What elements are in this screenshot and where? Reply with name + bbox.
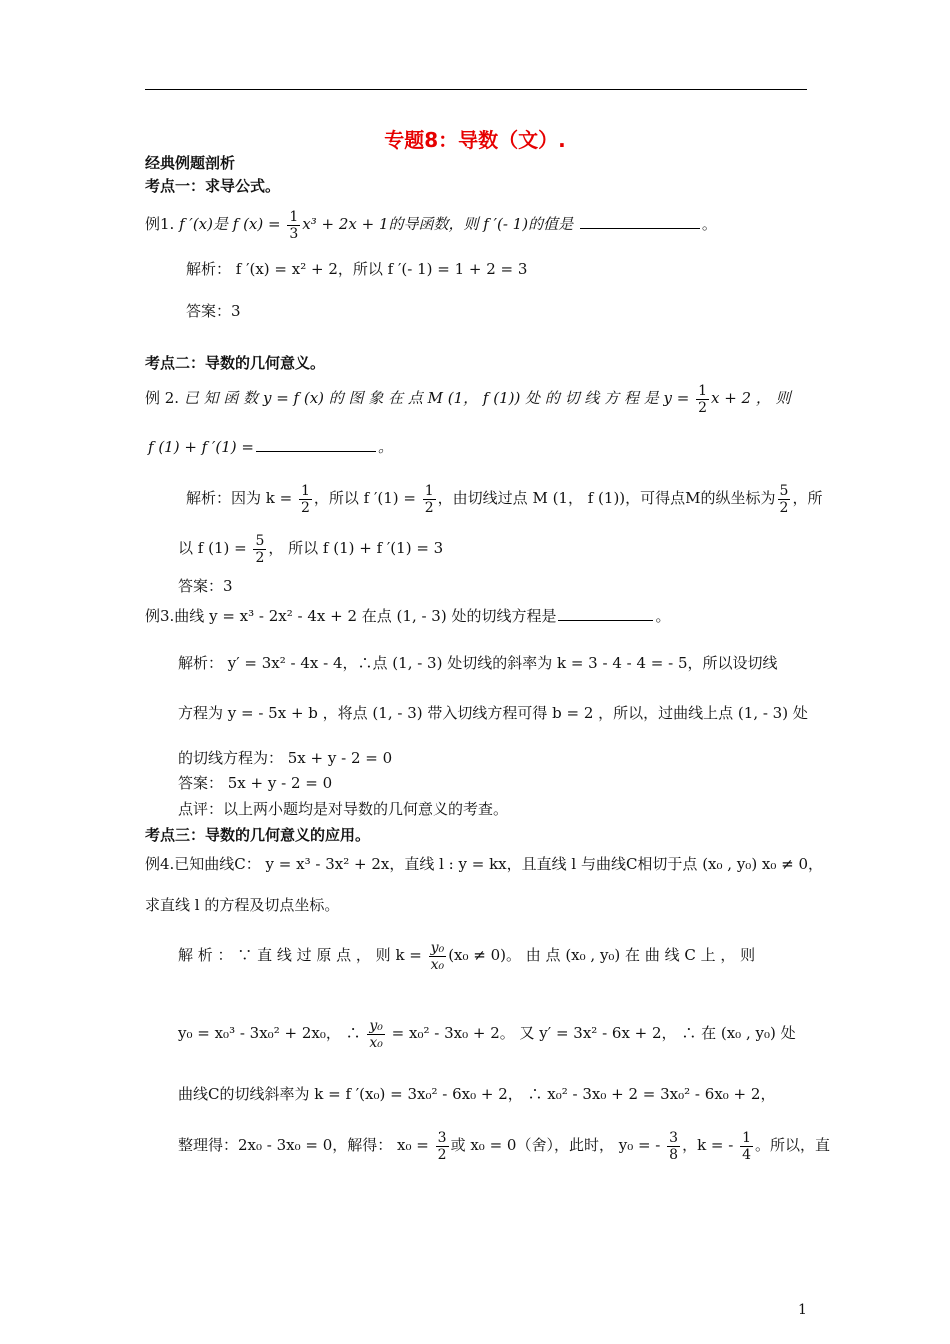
example-3-solution-line-1: 解析： y′ = 3x² - 4x - 4，∴点 (1, - 3) 处切线的斜率为 k = 3 - 4 - 4 = - 5，所以设切线 xyxy=(178,654,778,672)
fraction: $\frac{3}{8}$ xyxy=(669,1129,679,1163)
example-2-answer: 答案：3 xyxy=(178,577,233,595)
fraction: $\frac{1}{4}$ xyxy=(742,1129,752,1163)
fraction: $\frac{1}{2}$ xyxy=(300,482,310,516)
example-3-comment: 点评：以上两小题均是对导数的几何意义的考查。 xyxy=(178,800,509,818)
example-3-question: 例3.曲线 y = x³ - 2x² - 4x + 2 在点 (1, - 3) 处的切线方程是 。 xyxy=(145,607,671,625)
fraction: $\frac{\text{y₀}}{\text{x₀}}$ xyxy=(430,939,445,973)
page-number: 1 xyxy=(798,1302,807,1318)
header-rule xyxy=(145,89,807,90)
example-3-solution-line-2: 方程为 y = - 5x + b ，将点 (1, - 3) 带入切线方程可得 b = 2 ，所以，过曲线上点 (1, - 3) 处 xyxy=(178,704,808,722)
fraction: $\frac{1}{3}$ xyxy=(289,208,299,242)
example-2-solution-line-2: 以 f (1) = $\frac{5}{2}$ ， 所以 f (1) + f ′(1) = 3 xyxy=(178,532,444,566)
fraction: $\frac{5}{2}$ xyxy=(779,482,789,516)
answer-blank xyxy=(256,437,376,452)
answer-blank xyxy=(558,606,653,621)
example-4-solution-line-3: 曲线C的切线斜率为 k = f ′(x₀) = 3x₀² - 6x₀ + 2， ∴ x₀² - 3x₀ + 2 = 3x₀² - 6x₀ + 2， xyxy=(178,1085,776,1103)
example-2-question: 例 2. 已 知 函 数 y = f (x) 的 图 象 在 点 M (1， f (1)) 处 的 切 线 方 程 是 y = $\frac{1}{2}$ x + 2 ， 则 xyxy=(145,382,791,416)
example-4-solution-line-2: y₀ = x₀³ - 3x₀² + 2x₀， ∴ $\frac{\text{y₀}}{\text{x₀}}$ = x₀² - 3x₀ + 2。 又 y′ = 3x² - 6x + 2， ∴ 在 (x₀ , y₀) 处 xyxy=(178,1017,796,1051)
section-heading: 经典例题剖析 xyxy=(145,154,236,172)
example-1-question: 例1. f ′(x)是 f (x) = $\frac{1}{3}$ x³ + 2x + 1的导函数，则 f ′(- 1)的值是 。 xyxy=(145,208,717,242)
example-1-label: 例1. xyxy=(145,215,175,233)
example-2-question-cont: f (1) + f ′(1) = 。 xyxy=(148,438,393,456)
topic-1-heading: 考点一：求导公式。 xyxy=(145,177,281,195)
topic-3-heading: 考点三：导数的几何意义的应用。 xyxy=(145,826,371,844)
fraction: $\frac{\text{y₀}}{\text{x₀}}$ xyxy=(369,1017,383,1051)
example-4-solution-line-4: 整理得：2x₀ - 3x₀ = 0，解得： x₀ = $\frac{3}{2}$ 或 x₀ = 0（舍），此时， y₀ = - $\frac{3}{8}$ ，k = - $\frac{1}{4}$ 。所以，直 xyxy=(178,1129,831,1163)
example-1-text-a: f ′(x)是 f (x) = xyxy=(179,215,286,233)
answer-blank xyxy=(580,214,700,229)
fraction: $\frac{3}{2}$ xyxy=(437,1129,447,1163)
fraction: $\frac{1}{2}$ xyxy=(424,482,434,516)
fraction: $\frac{1}{2}$ xyxy=(698,382,707,416)
example-1-solution: 解析： f ′(x) = x² + 2，所以 f ′(- 1) = 1 + 2 = 3 xyxy=(186,260,528,278)
example-4-question-line-2: 求直线 l 的方程及切点坐标。 xyxy=(145,896,340,914)
example-3-answer: 答案： 5x + y - 2 = 0 xyxy=(178,774,333,792)
topic-2-heading: 考点二：导数的几何意义。 xyxy=(145,354,326,372)
example-1-text-b: x³ + 2x + 1的导函数，则 f ′(- 1)的值是 xyxy=(302,215,574,233)
example-3-solution-line-3: 的切线方程为： 5x + y - 2 = 0 xyxy=(178,749,393,767)
example-4-question-line-1: 例4.已知曲线C： y = x³ - 3x² + 2x，直线 l : y = kx，且直线 l 与曲线C相切于点 (x₀ , y₀) x₀ ≠ 0， xyxy=(145,855,824,873)
page-title: 专题8：导数（文）. xyxy=(384,128,566,152)
fraction: $\frac{5}{2}$ xyxy=(255,532,265,566)
example-4-solution-line-1: 解 析 ： ∵ 直 线 过 原 点 ， 则 k = $\frac{\text{y₀}}{\text{x₀}}$ (x₀ ≠ 0)。 由 点 (x₀ , y₀) 在 曲 线 C 上 ， 则 xyxy=(178,939,756,973)
example-1-answer: 答案：3 xyxy=(186,302,241,320)
example-2-solution-line-1: 解析：因为 k = $\frac{1}{2}$ ，所以 f ′(1) = $\frac{1}{2}$ ，由切线过点 M (1， f (1))，可得点M的纵坐标为 $\frac{5}{2}$ ，所 xyxy=(186,482,823,516)
